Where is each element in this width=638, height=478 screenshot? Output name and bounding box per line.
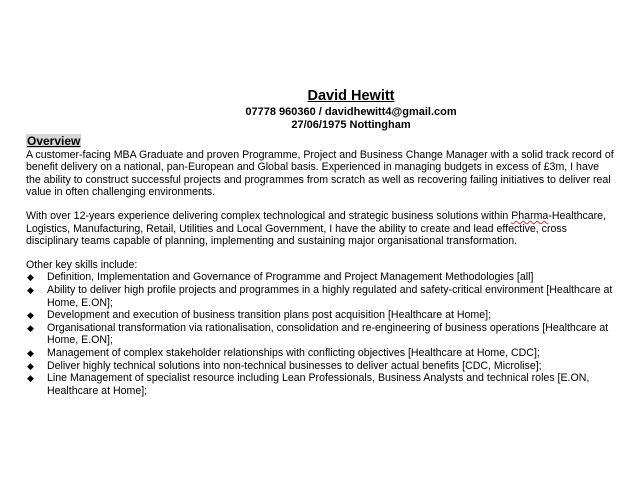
diamond-bullet-icon: ◆	[27, 373, 34, 384]
dob-location: 27/06/1975 Nottingham	[291, 119, 411, 131]
skill-text: Development and execution of business transition plans post acquisition [Healthcare at Home];	[47, 309, 492, 322]
skill-item	[26, 360, 616, 373]
skill-text: Deliver highly technical solutions into non-technical businesses to deliver actual benefits [CDC, Microlise];	[47, 359, 542, 372]
cv-document	[26, 88, 616, 397]
diamond-bullet-icon: ◆	[27, 322, 34, 333]
skill-text: Definition, Implementation and Governance of Programme and Project Management Methodologies [all]	[47, 271, 534, 284]
skill-item	[26, 372, 616, 397]
skills-intro: Other key skills include:	[26, 258, 138, 271]
skill-item	[26, 347, 616, 360]
skill-item	[26, 284, 616, 309]
overview-paragraph-2-end: -Healthcare, Logistics, Manufacturing, Retail, Utilities and Local Government, I have the ability to create and lead effective, cross disciplinary teams capable of planning, implementing and sustaining major organisational transformation.	[26, 209, 607, 248]
overview-paragraph-2	[26, 210, 616, 248]
diamond-bullet-icon: ◆	[27, 360, 34, 371]
diamond-bullet-icon: ◆	[27, 284, 34, 295]
overview-heading: Overview	[27, 134, 81, 148]
spellcheck-flagged-word: Pharma	[511, 209, 549, 222]
skill-item	[26, 322, 616, 347]
skill-text: Line Management of specialist resource including Lean Professionals, Business Analysts and technical roles [E.ON, Healthcare at Home];	[47, 372, 590, 397]
diamond-bullet-icon: ◆	[27, 272, 34, 283]
overview-paragraph-2-start: With over 12-years experience delivering complex technological and strategic business solutions within	[26, 209, 512, 222]
skill-item	[26, 309, 616, 322]
diamond-bullet-icon: ◆	[27, 347, 34, 358]
contact-details: 07778 960360 / davidhewitt4@gmail.com	[245, 106, 457, 118]
candidate-name: David Hewitt	[307, 88, 395, 104]
cv-header	[86, 88, 616, 132]
skill-text: Management of complex stakeholder relationships with conflicting objectives [Healthcare at Home, CDC];	[47, 346, 540, 359]
skill-text: Organisational transformation via rationalisation, consolidation and re-engineering of business operations [Healthcare at Home, E.ON];	[47, 321, 609, 347]
overview-paragraph-1: A customer-facing MBA Graduate and proven Programme, Project and Business Change Manager with a solid track record of benefit delivery on a national, pan-European and Global basis. Experienced in managing budgets in excess of £3m, I have the ability to construct successful projects and programmes from scratch as well as recovering failing initiatives to deliver real value in often challenging environments.	[26, 148, 614, 199]
skill-text: Ability to deliver high profile projects and programmes in a highly regulated and safety-critical environment [Healthcare at Home, E.ON];	[47, 283, 613, 309]
skills-list	[26, 271, 616, 397]
diamond-bullet-icon: ◆	[27, 310, 34, 321]
skill-item	[26, 271, 616, 284]
